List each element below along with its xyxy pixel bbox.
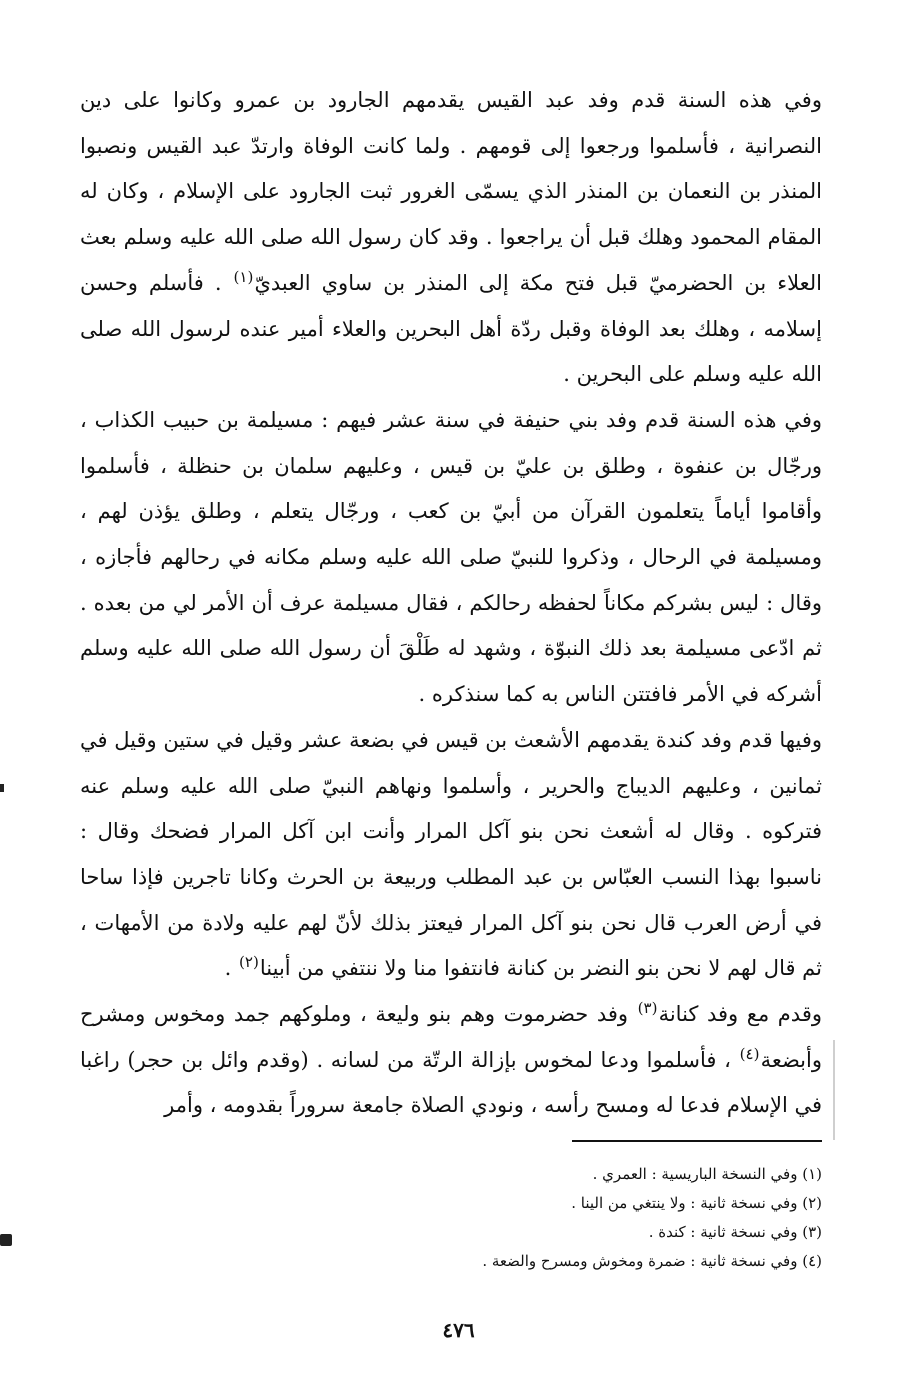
page-number: ٤٧٦ [442, 1318, 475, 1342]
paragraph-1-text-cont: . فأسلم وحسن إسلامه ، وهلك بعد الوفاة وقبل ردّة أهل البحرين والعلاء أمير عنده لرسول الله صلى الله عليه وسلم على البحرين . [80, 270, 822, 387]
footnote-divider [572, 1140, 822, 1142]
paragraph-2 [80, 398, 822, 718]
paragraph-3-text: وفيها قدم وفد كندة يقدمهم الأشعث بن قيس في بضعة عشر وقيل في ستين وقيل في ثمانين ، وعليهم الديباج والحرير ، وأسلموا ونهاهم النبيّ صلى الله عليه وسلم عنه فتركوه . وقال له أشعث نحن بنو آكل المرار وأنت ابن آكل المرار فضحك وقال : ناسبوا بهذا النسب العبّاس بن عبد المطلب وربيعة بن الحرث وكانا تاجرين فإذا ساحا في أرض العرب قال نحن بنو آكل المرار فيعتز بذلك لأنّ لهم عليه ولادة من الأمهات ، ثم قال لهم لا نحن بنو النضر بن كنانة فانتفوا منا ولا ننتفي من أبينا [80, 727, 822, 981]
margin-mark [0, 1234, 12, 1246]
scan-artifact-line [833, 1040, 835, 1140]
paragraph-2-text: وفي هذه السنة قدم وفد بني حنيفة في سنة عشر فيهم : مسيلمة بن حبيب الكذاب ، ورجّال بن عنفوة ، وطلق بن عليّ بن قيس ، وعليهم سلمان بن حنظلة ، فأسلموا وأقاموا أياماً يتعلمون القرآن من أبيّ بن كعب ، ورجّال يتعلم ، وطلق يؤذن لهم ، ومسيلمة في الرحال ، وذكروا للنبيّ صلى الله عليه وسلم مكانه في رحالهم فأجازه ، وقال : ليس بشركم مكاناً لحفظه رحالكم ، فقال مسيلمة عرف أن الأمر لي من بعده . ثم ادّعى مسيلمة بعد ذلك النبوّة ، وشهد له طَلْقَ أن رسول الله صلى الله عليه وسلم أشركه في الأمر فافتتن الناس به كما سنذكره . [80, 407, 822, 707]
footnote-ref-1[interactable]: (١) [233, 267, 254, 286]
footnote-1: (١) وفي النسخة الباريسية : العمري . [592, 1165, 822, 1183]
footnote-3: (٣) وفي نسخة ثانية : كندة . [648, 1223, 822, 1241]
main-text [80, 78, 822, 1129]
footnote-2: (٢) وفي نسخة ثانية : ولا ينتغي من الينا . [571, 1194, 822, 1212]
footnote-ref-2[interactable]: (٢) [238, 953, 259, 972]
paragraph-1-text: وفي هذه السنة قدم وفد عبد القيس يقدمهم الجارود بن عمرو وكانوا على دين النصرانية ، فأسلموا ورجعوا إلى قومهم . ولما كانت الوفاة وارتدّ عبد القيس ونصبوا المنذر بن النعمان بن المنذر الذي يسمّى الغرور ثبت الجارود على الإسلام ، وكان له المقام المحمود وهلك قبل أن يراجعوا . وقد كان رسول الله صلى الله عليه وسلم بعث العلاء بن الحضرميّ قبل فتح مكة إلى المنذر بن ساوي العبديّ [80, 88, 822, 295]
footnotes [420, 1160, 822, 1276]
footnote-ref-4[interactable]: (٤) [739, 1044, 760, 1063]
footnote-4: (٤) وفي نسخة ثانية : ضمرة ومخوش ومسرح والضعة . [482, 1252, 822, 1270]
footnote-ref-3[interactable]: (٣) [637, 999, 658, 1018]
paragraph-4-text: وقدم مع وفد كنانة [658, 1002, 822, 1027]
paragraph-4-text-cont: وفد حضرموت وهم بنو وليعة ، وملوكهم جمد ومخوس ومشرح وأبضعة [80, 1002, 822, 1072]
margin-mark [0, 784, 4, 792]
paragraph-3 [80, 718, 822, 992]
paragraph-1 [80, 78, 822, 398]
paragraph-4-text-end: ، فأسلموا ودعا لمخوس بإزالة الرتّة من لسانه . (وقدم وائل بن حجر) راغبا في الإسلام فدعا له ومسح رأسه ، ونودي الصلاة جامعة سروراً بقدومه ، وأمر [80, 1047, 822, 1118]
paragraph-4 [80, 992, 822, 1129]
paragraph-3-text-cont: . [224, 956, 238, 981]
